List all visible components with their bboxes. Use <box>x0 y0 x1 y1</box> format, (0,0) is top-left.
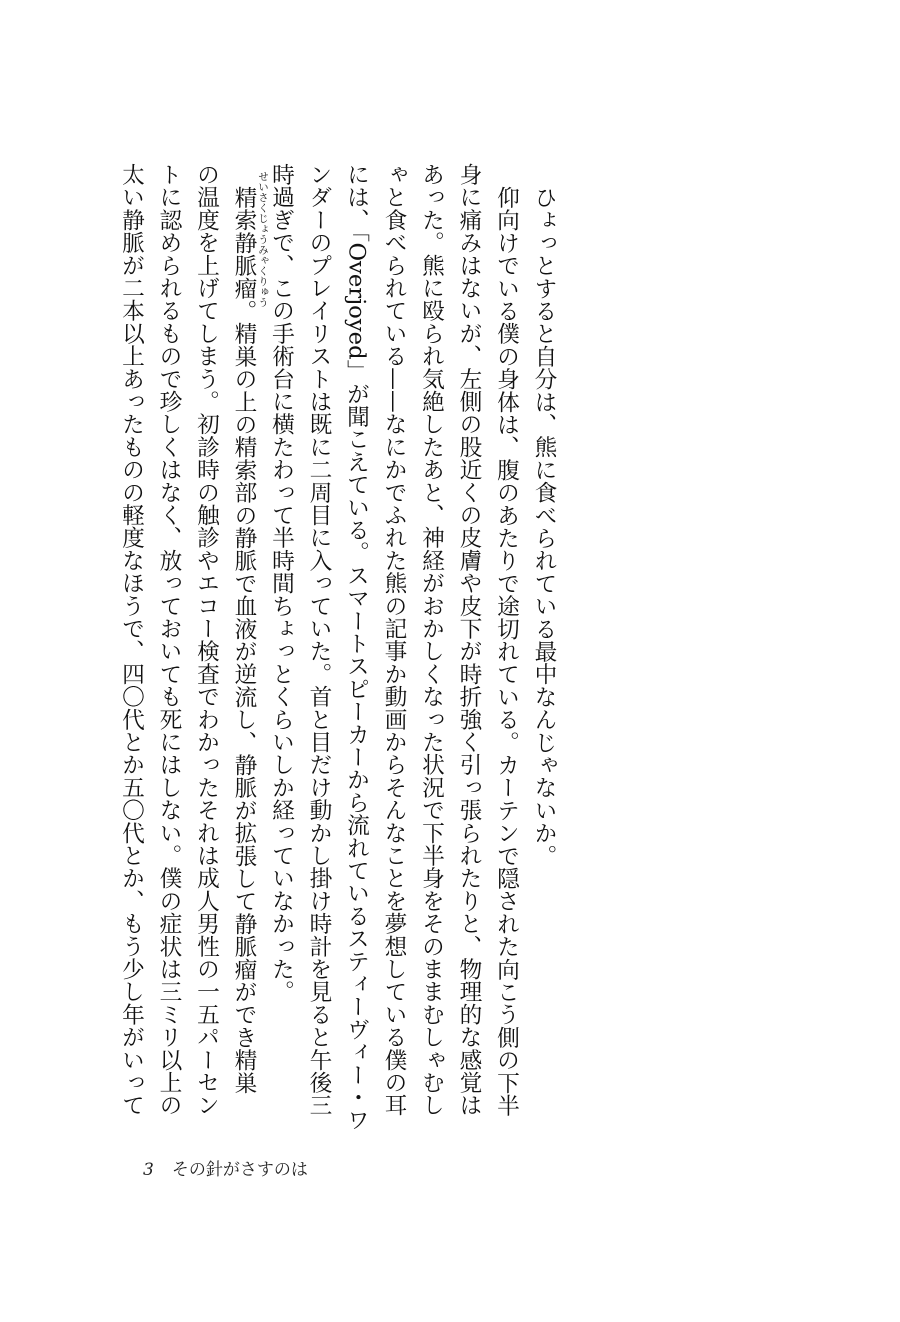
text-line-5: ゃと食べられている——なにかでふれた熊の記事か動画からそんなことを夢想している僕の耳 <box>381 163 407 1117</box>
text-line-9-rest: 。精巣の上の精索部の静脈で血液が逆流し、静脈が拡張して静脈瘤ができ精巣 <box>231 299 257 1094</box>
text-line-3: 身に痛みはないが、左側の股近くの皮膚や皮下が時折強く引っ張られたりと、物理的な感覚は <box>456 163 482 1117</box>
text-line-1: ひょっとすると自分は、熊に食べられている最中なんじゃないか。 <box>531 185 557 867</box>
vertical-text-body <box>112 163 562 1132</box>
text-line-8: 時過ぎで、この手術台に横たわって半時間ちょっとくらいしか経っていなかった。 <box>268 163 295 1003</box>
text-line-12: 太い静脈が二本以上あったものの軽度なほうで、四〇代とか五〇代とか、もう少し年がいって <box>118 163 145 1117</box>
page-number: 3 <box>143 1160 154 1180</box>
text-line-2: 仰向けでいる僕の身体は、腹のあたりで途切れている。カーテンで隠された向こう側の下半 <box>493 185 520 1117</box>
text-line-11: トに認められるもので珍しくはなく、放っておいても死にはしない。僕の症状は三ミリ以上の <box>156 163 182 1117</box>
text-line-7: ンダーのプレイリストは既に二周目に入っていた。首と目だけ動かし掛け時計を見ると午後三 <box>306 163 332 1117</box>
running-title: その針がさすのは <box>171 1160 308 1180</box>
ruby-reading: せいさくじょうみゃくりゅう <box>257 171 269 308</box>
text-line-4: あった。熊に殴られ気絶したあと、神経がおかしくなった状況で下半身をそのままむしゃむし <box>418 163 445 1117</box>
ruby-base: 精索静脈瘤 <box>231 185 257 300</box>
page-footer <box>143 1158 308 1182</box>
text-line-10: の温度を上げてしまう。初診時の触診やエコー検査でわかったそれは成人男性の一五パーセン <box>193 163 220 1117</box>
text-line-9 <box>225 163 269 1123</box>
text-line-6: には、「Overjoyed」が聞こえている。スマートスピーカーから流れているスティーヴィー・ワ <box>343 163 370 1132</box>
